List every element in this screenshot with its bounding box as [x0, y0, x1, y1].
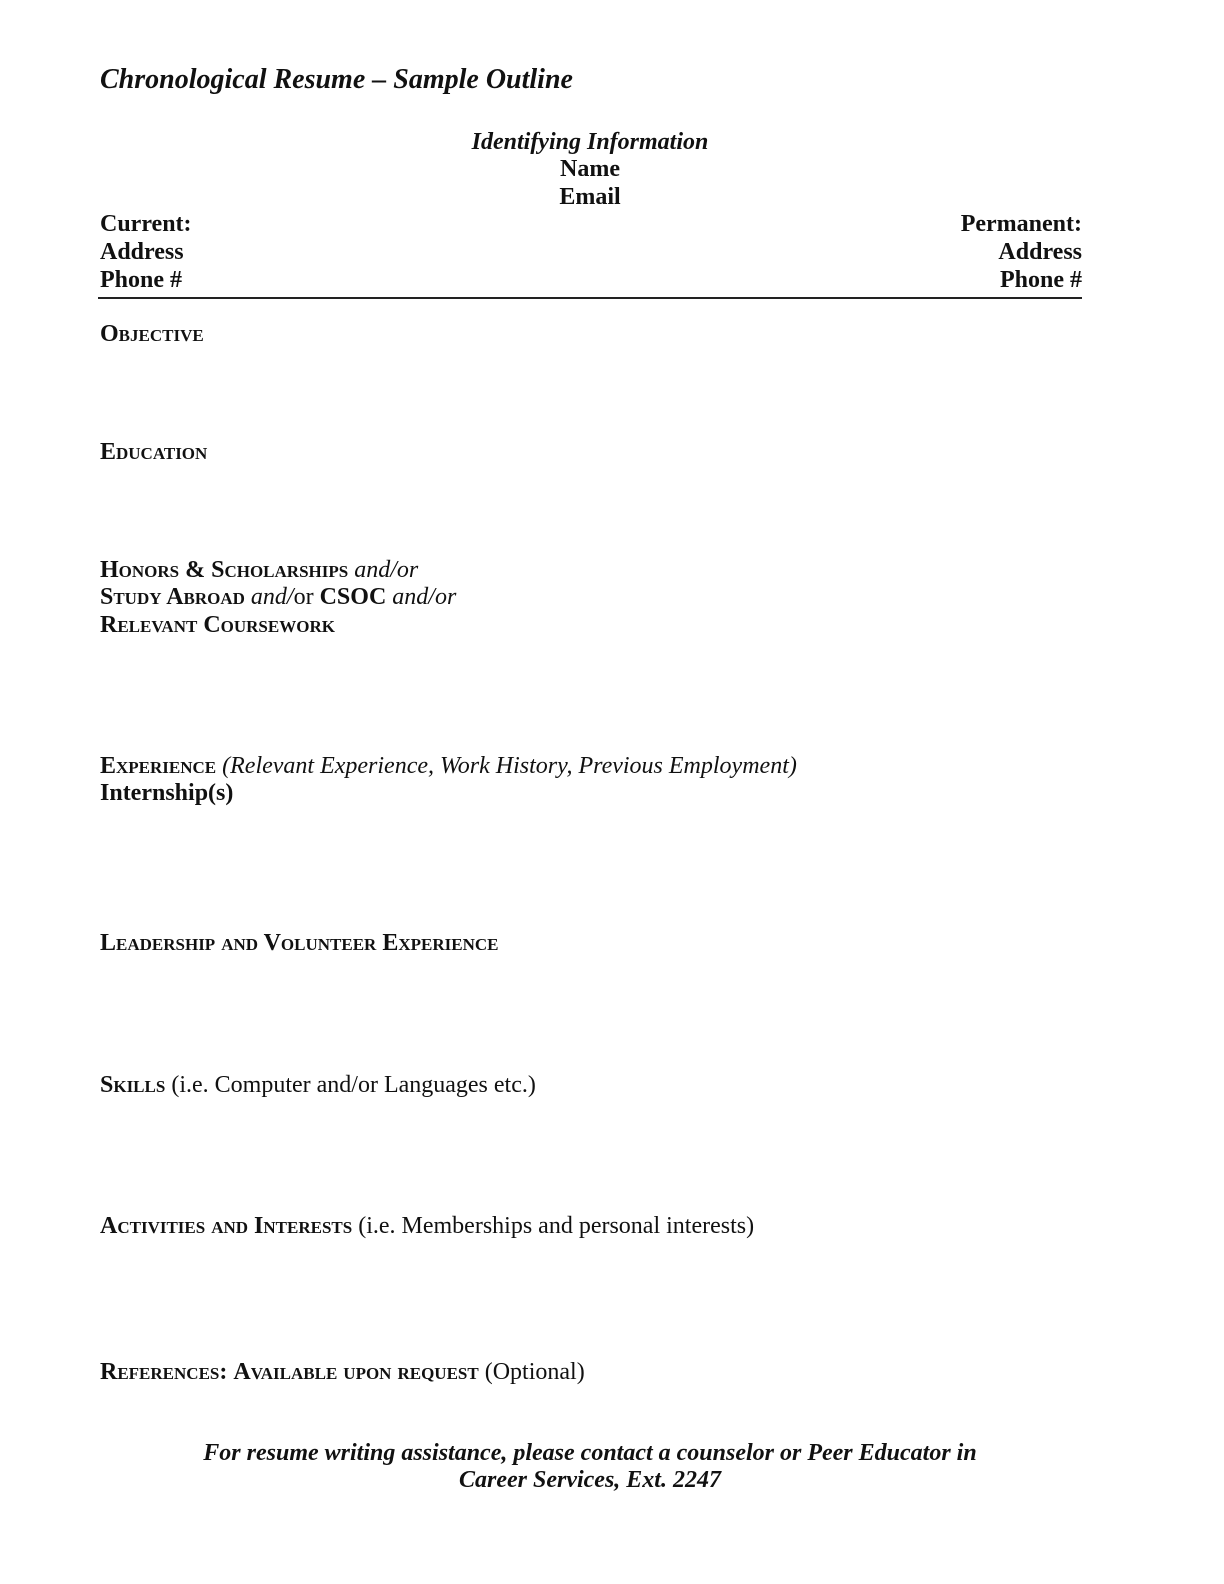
study-or: or: [293, 584, 314, 610]
leadership-heading: Leadership and Volunteer Experience: [100, 930, 499, 956]
csoc-heading: CSOC: [319, 584, 387, 610]
header-divider: [98, 297, 1082, 299]
activities-line: [100, 1212, 754, 1240]
honors-connector: and/or: [354, 557, 419, 583]
name-placeholder: Name: [560, 156, 620, 182]
current-address: Address: [100, 239, 184, 265]
identifying-information-heading: Identifying Information: [471, 129, 709, 155]
skills-heading: Skills: [100, 1072, 166, 1098]
permanent-contact-block: [961, 210, 1082, 294]
study-abroad-heading: Study Abroad: [100, 584, 245, 610]
education-heading: Education: [100, 439, 208, 465]
permanent-phone: Phone #: [999, 267, 1082, 293]
current-contact-block: [100, 210, 192, 294]
footer-line-2: Career Services, Ext. 2247: [459, 1467, 721, 1493]
activities-heading: Activities and Interests: [100, 1213, 353, 1239]
references-value: Available upon request: [233, 1359, 479, 1385]
permanent-address: Address: [998, 239, 1082, 265]
experience-heading: Experience: [100, 753, 217, 779]
email-placeholder: Email: [559, 184, 621, 210]
footer-line-1: For resume writing assistance, please contact a counselor or Peer Educator in: [203, 1440, 977, 1466]
references-note: (Optional): [484, 1359, 585, 1385]
experience-line: [100, 752, 797, 780]
current-label: Current:: [100, 211, 192, 237]
activities-note: (i.e. Memberships and personal interests): [358, 1213, 755, 1239]
current-phone: Phone #: [100, 267, 183, 293]
study-connector: and/: [250, 584, 294, 610]
objective-heading: Objective: [100, 321, 204, 347]
study-abroad-line: [100, 583, 456, 611]
honors-line: [100, 556, 418, 584]
internships-subheading: Internship(s): [100, 780, 234, 806]
experience-note: (Relevant Experience, Work History, Previous Employment): [222, 753, 797, 779]
page-title: Chronological Resume – Sample Outline: [100, 64, 573, 95]
skills-note: (i.e. Computer and/or Languages etc.): [171, 1072, 536, 1098]
honors-heading: Honors & Scholarships: [100, 557, 349, 583]
footer-note: [0, 1440, 1180, 1494]
csoc-connector: and/or: [392, 584, 457, 610]
references-heading: References:: [100, 1359, 228, 1385]
relevant-coursework-heading: Relevant Coursework: [100, 612, 335, 638]
skills-line: [100, 1071, 536, 1099]
permanent-label: Permanent:: [960, 211, 1082, 237]
references-line: [100, 1358, 585, 1386]
